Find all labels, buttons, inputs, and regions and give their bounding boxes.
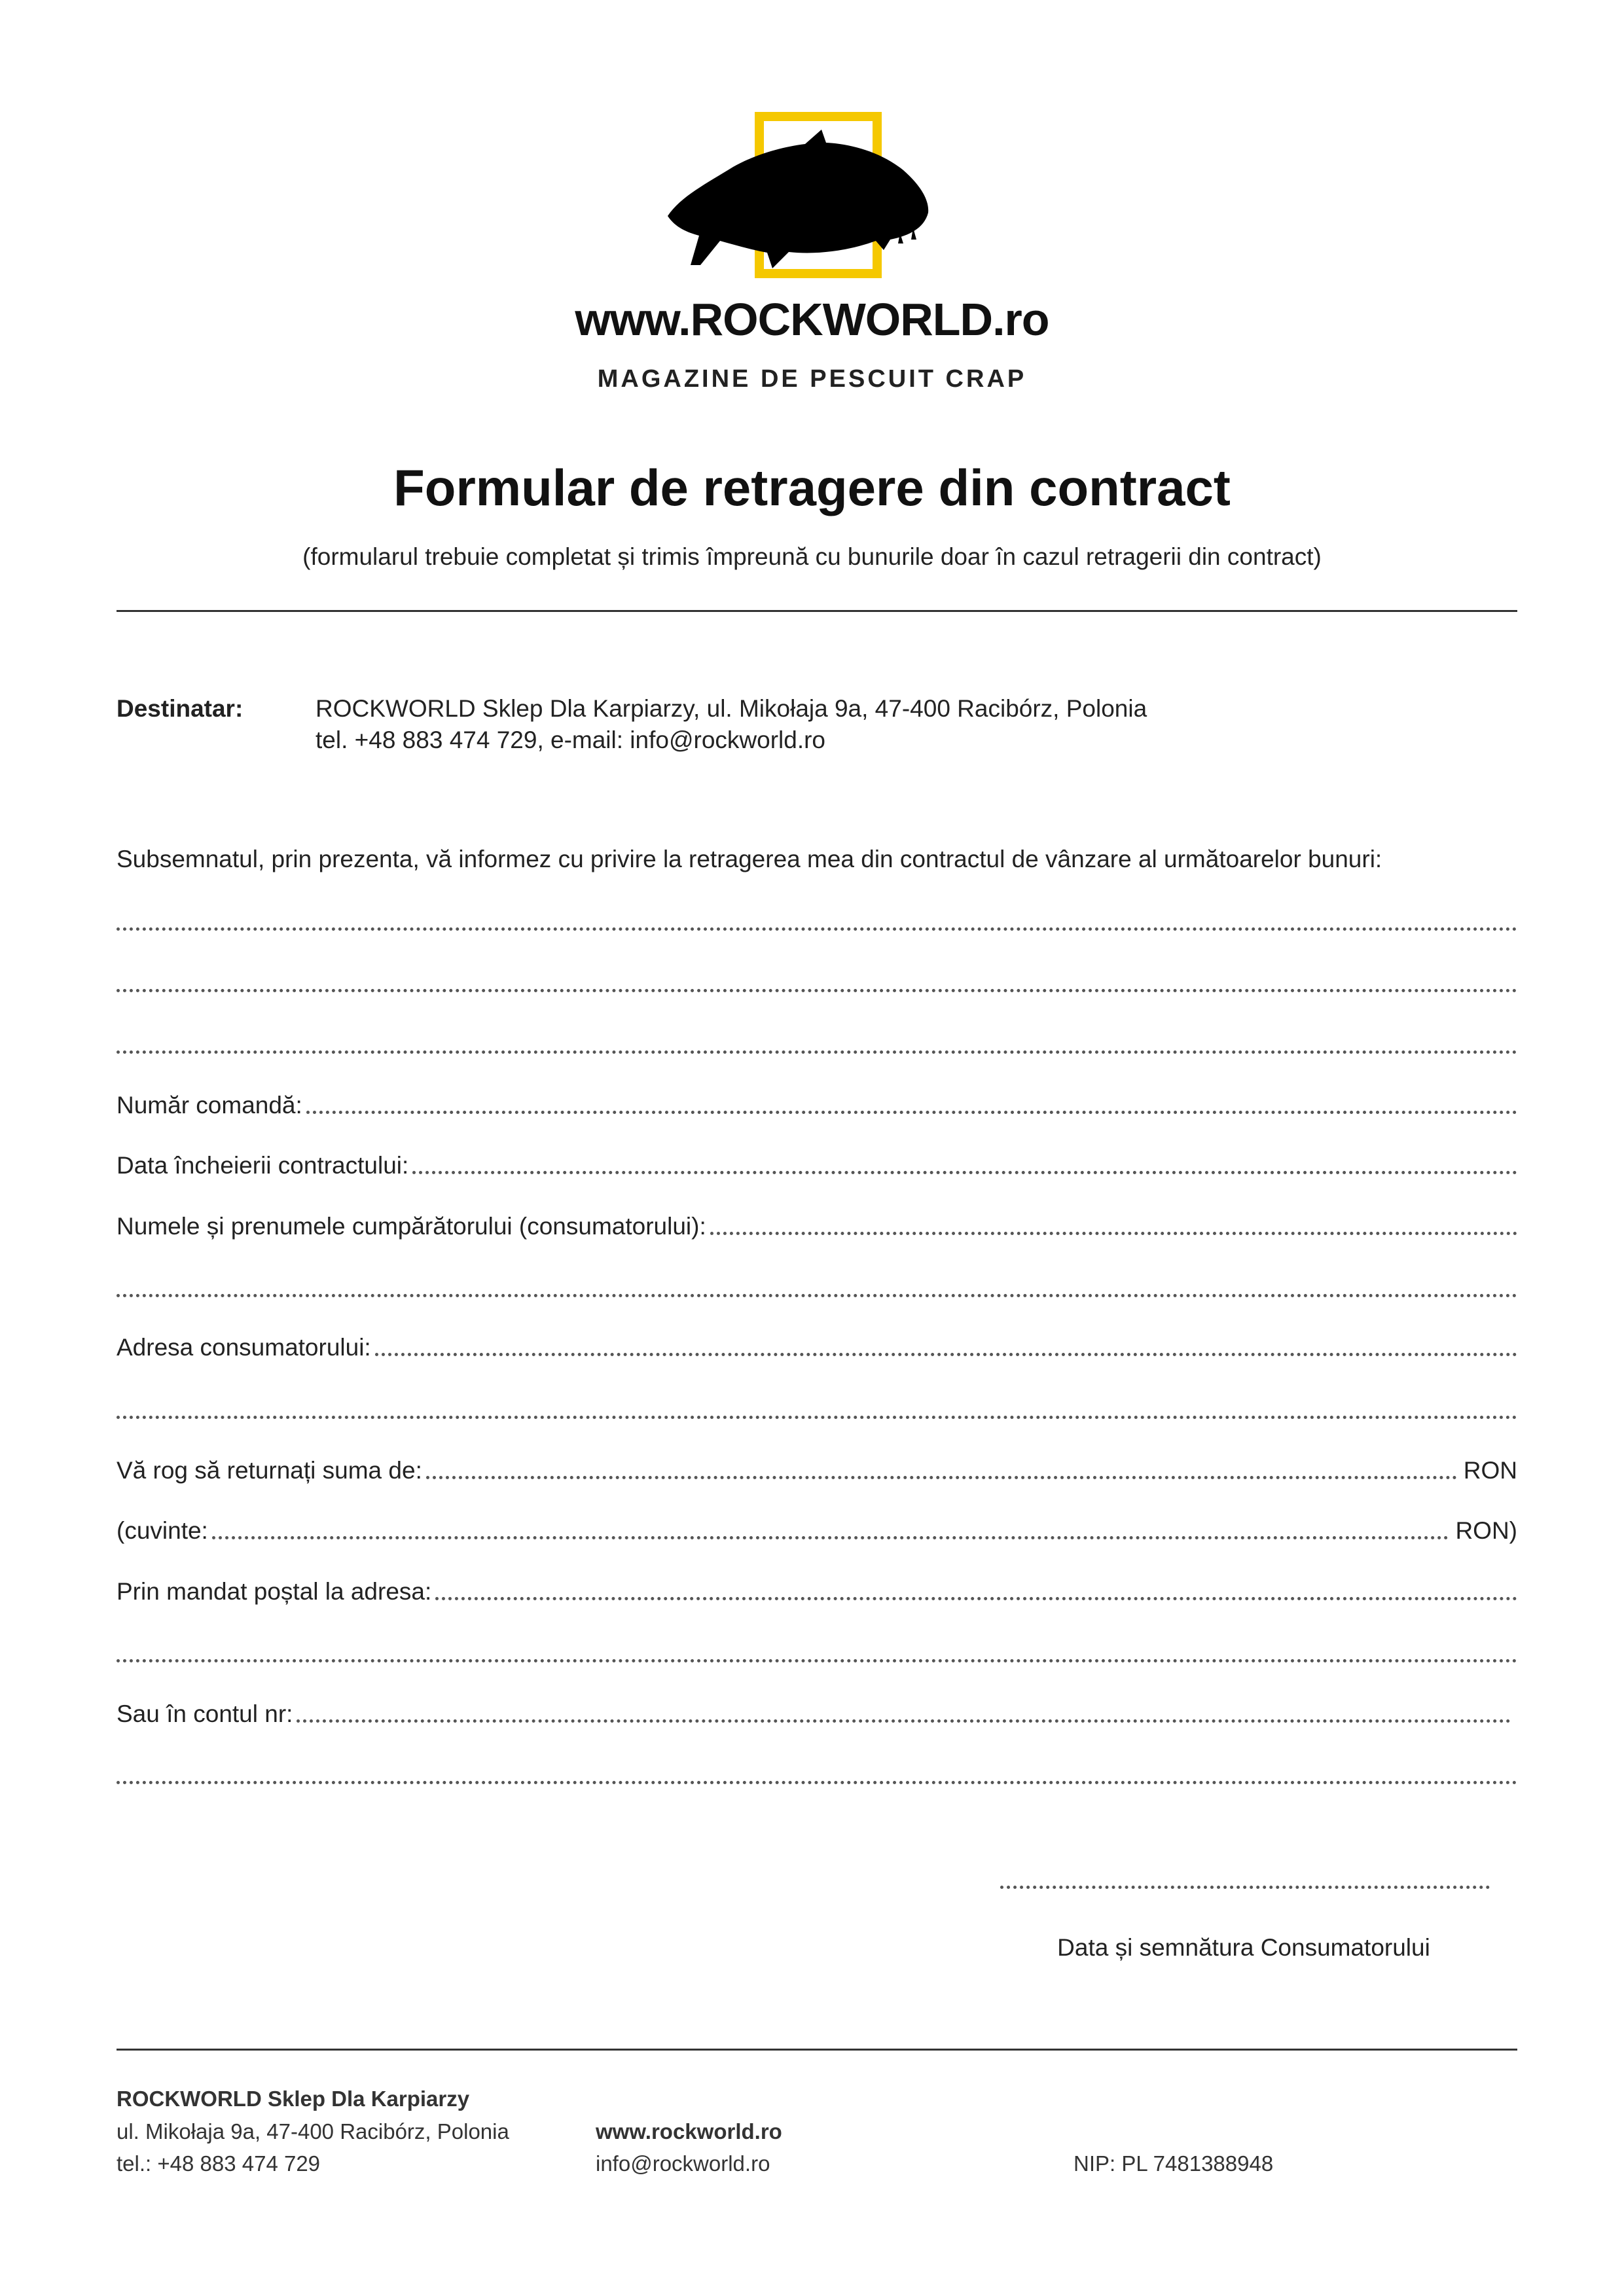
goods-input-line-2[interactable] [117,967,1517,997]
buyer-address-line-2[interactable] [117,1394,1517,1424]
bank-account-label: Sau în contul nr: [117,1700,293,1727]
bank-account-line-2[interactable] [117,1759,1517,1789]
footer-nip: NIP: PL 7481388948 [1074,2151,1274,2176]
goods-input-line-1[interactable] [117,906,1517,936]
buyer-name-line-2[interactable] [117,1272,1517,1302]
recipient-address: ROCKWORLD Sklep Dla Karpiarzy, ul. Mikołaja 9a, 47-400 Racibórz, Polonia [316,695,1147,722]
postal-order-field[interactable] [117,1573,1517,1605]
goods-input-line-3[interactable] [117,1029,1517,1059]
footer-phone: tel.: +48 883 474 729 [117,2151,321,2176]
refund-in-words-field[interactable] [117,1512,1517,1545]
withdrawal-statement: Subsemnatul, prin prezenta, vă informez cu privire la retragerea mea din contractul de vânzare al următoarelor bunuri: [117,846,1382,872]
buyer-address-field[interactable] [117,1329,1517,1361]
footer-email[interactable]: info@rockworld.ro [596,2151,770,2176]
bank-account-field[interactable] [117,1695,1511,1728]
footer-company: ROCKWORLD Sklep Dla Karpiarzy [117,2087,470,2111]
refund-amount-label: Vă rog să returnați suma de: [117,1457,422,1484]
contract-date-field[interactable] [117,1147,1517,1179]
recipient-label: Destinatar: [117,695,244,722]
order-number-label: Număr comandă: [117,1092,302,1119]
postal-order-label: Prin mandat poștal la adresa: [117,1578,432,1605]
footer-divider [117,2049,1517,2051]
signature-line[interactable] [1000,1885,1490,1889]
brand-tagline: MAGAZINE DE PESCUIT CRAP [597,365,1027,393]
in-words-currency: RON) [1455,1517,1517,1544]
recipient-contact: tel. +48 883 474 729, e-mail: info@rockworld.ro [316,726,826,753]
buyer-name-label: Numele și prenumele cumpărătorului (consumatorului): [117,1213,706,1240]
page-title: Formular de retragere din contract [393,459,1231,516]
buyer-address-label: Adresa consumatorului: [117,1334,371,1361]
contract-date-label: Data încheierii contractului: [117,1152,409,1179]
refund-currency: RON [1463,1457,1517,1484]
footer-address: ul. Mikołaja 9a, 47-400 Racibórz, Polonia [117,2119,509,2144]
postal-order-line-2[interactable] [117,1638,1517,1668]
refund-amount-field[interactable] [117,1452,1517,1484]
signature-label: Data și semnătura Consumatorului [1057,1934,1430,1961]
in-words-label: (cuvinte: [117,1517,208,1544]
footer-website[interactable]: www.rockworld.ro [596,2119,782,2144]
header-divider [117,610,1517,612]
order-number-field[interactable] [117,1086,1517,1119]
buyer-name-field[interactable] [117,1208,1517,1240]
page-subtitle: (formularul trebuie completat și trimis împreună cu bunurile doar în cazul retragerii din contract) [302,543,1322,570]
carp-fish-icon [655,111,969,288]
brand-url: www.ROCKWORLD.ro [575,294,1049,345]
